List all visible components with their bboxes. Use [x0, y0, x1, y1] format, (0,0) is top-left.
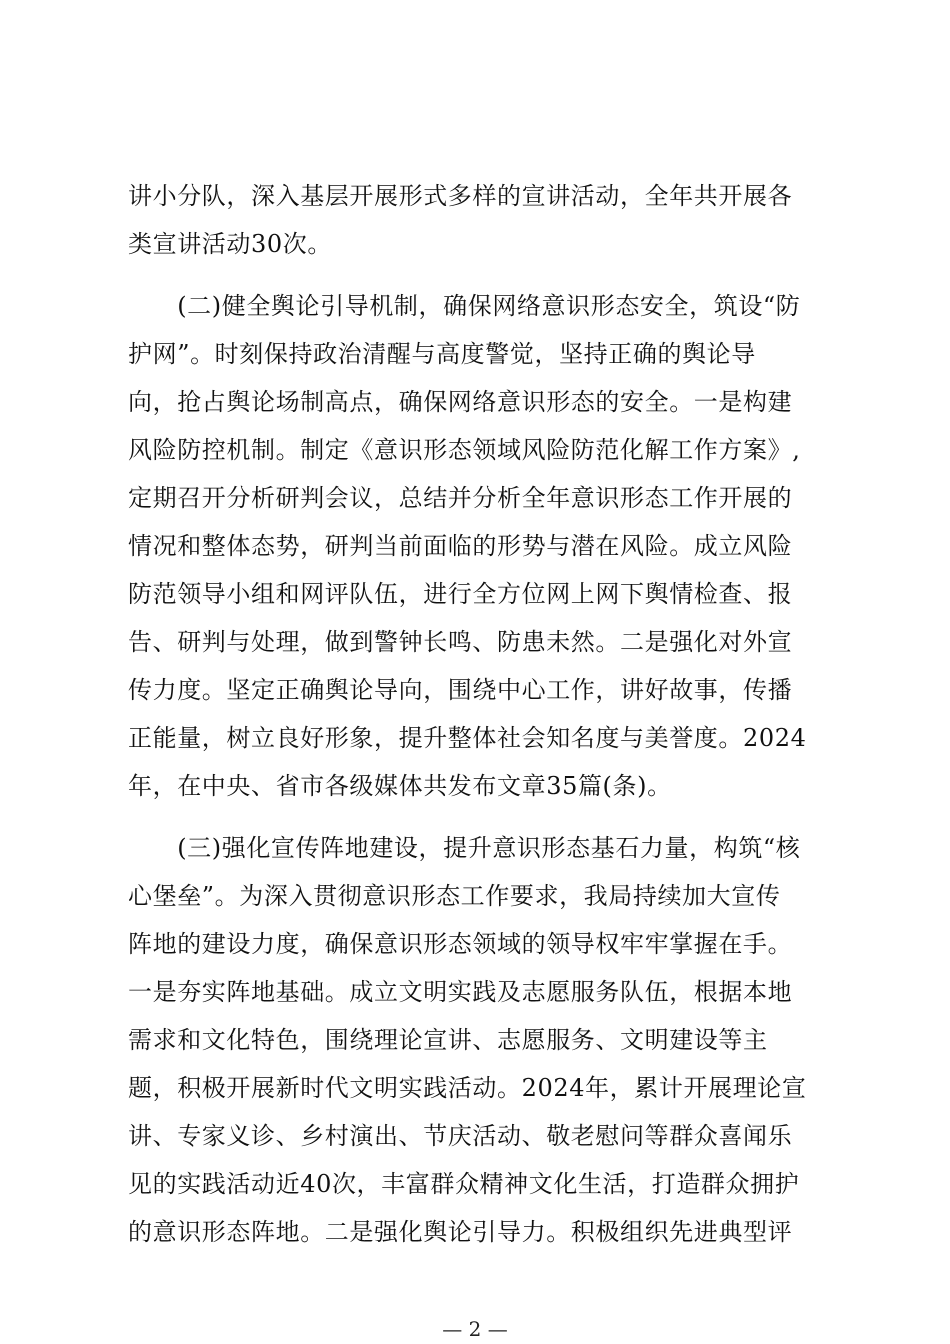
text-line: (三)强化宣传阵地建设，提升意识形态基石力量，构筑“核 — [128, 834, 801, 862]
page-number: — 2 — — [442, 1317, 508, 1341]
text-line: 定期召开分析研判会议，总结并分析全年意识形态工作开展的 — [128, 484, 793, 512]
text-line: 讲小分队，深入基层开展形式多样的宣讲活动，全年共开展各 — [128, 182, 793, 210]
text-line: (二)健全舆论引导机制，确保网络意识形态安全，筑设“防 — [128, 292, 801, 320]
text-line: 护网”。时刻保持政治清醒与高度警觉，坚持正确的舆论导 — [128, 340, 756, 368]
text-line: 向，抢占舆论场制高点，确保网络意识形态的安全。一是构建 — [128, 388, 793, 416]
text-line: 题，积极开展新时代文明实践活动。2024年，累计开展理论宣 — [128, 1074, 807, 1102]
text-line: 见的实践活动近40次，丰富群众精神文化生活，打造群众拥护 — [128, 1170, 800, 1198]
text-line: 讲、专家义诊、乡村演出、节庆活动、敬老慰问等群众喜闻乐 — [128, 1122, 793, 1150]
text-line: 告、研判与处理，做到警钟长鸣、防患未然。二是强化对外宣 — [128, 628, 793, 656]
text-line: 传力度。坚定正确舆论导向，围绕中心工作，讲好故事，传播 — [128, 676, 793, 704]
text-line: 心堡垒”。为深入贯彻意识形态工作要求，我局持续加大宣传 — [128, 882, 781, 910]
body-text — [128, 172, 828, 1256]
text-line: 阵地的建设力度，确保意识形态领域的领导权牢牢掌握在手。 — [128, 930, 793, 958]
text-line: 防范领导小组和网评队伍，进行全方位网上网下舆情检查、报 — [128, 580, 793, 608]
text-line: 类宣讲活动30次。 — [128, 230, 332, 258]
text-line: 风险防控机制。制定《意识形态领域风险防范化解工作方案》, — [128, 436, 801, 464]
text-line: 年，在中央、省市各级媒体共发布文章35篇(条)。 — [128, 772, 672, 800]
text-line: 正能量，树立良好形象，提升整体社会知名度与美誉度。2024 — [128, 724, 807, 752]
paragraph-gap — [128, 810, 828, 824]
paragraph-gap — [128, 268, 828, 282]
text-line: 情况和整体态势，研判当前面临的形势与潜在风险。成立风险 — [128, 532, 793, 560]
text-line: 的意识形态阵地。二是强化舆论引导力。积极组织先进典型评 — [128, 1218, 793, 1246]
text-line: 需求和文化特色，围绕理论宣讲、志愿服务、文明建设等主 — [128, 1026, 768, 1054]
text-line: 一是夯实阵地基础。成立文明实践及志愿服务队伍，根据本地 — [128, 978, 793, 1006]
